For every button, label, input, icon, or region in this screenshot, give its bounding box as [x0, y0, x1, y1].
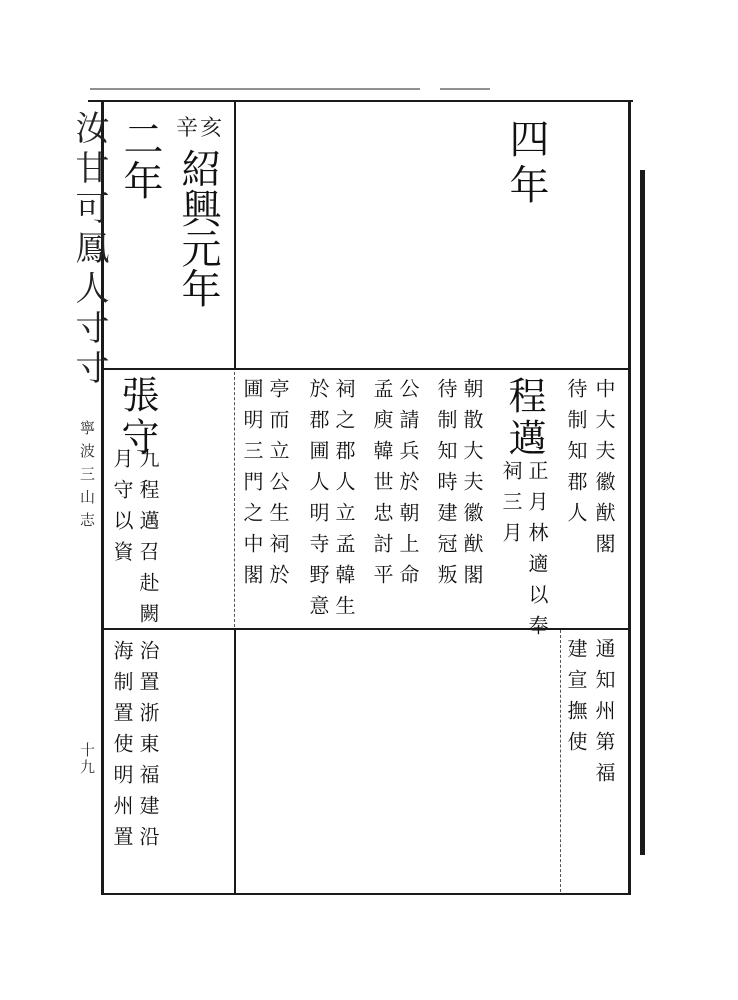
dashed-guide-2 — [560, 630, 561, 892]
zhang-entry-col-2: 月守以資 — [110, 448, 134, 572]
lower-left-col-b: 海制置使明州置 — [110, 640, 134, 857]
entry-col-a: 亭而立公生祠於 — [266, 378, 290, 595]
margin-title-fragment: 汝甘可鳳人寸寸 — [69, 110, 109, 390]
cheng-entry-col-2: 祠三月 — [499, 460, 523, 553]
year-xinhai: 辛亥 — [176, 116, 225, 141]
row-separator-lower — [101, 628, 631, 630]
entry-col-f: 孟庾韓世忠討平 — [370, 378, 394, 595]
entry-col-h: 待制知時建冠叛 — [434, 378, 458, 595]
entry-col-e: 公請兵於朝上命 — [396, 378, 420, 595]
official-name-cheng: 程邁 — [502, 376, 546, 460]
cheng-entry-col-1: 正月林適以奉 — [525, 460, 549, 646]
row-separator-upper — [101, 368, 631, 370]
year-er-nian: 二年 — [117, 118, 163, 202]
top-tick-1 — [90, 88, 420, 90]
right-entry-col-a: 中大夫徽猷閣 — [592, 378, 616, 564]
lower-col-divider — [234, 628, 236, 895]
entry-col-g: 朝散大夫徽猷閣 — [460, 378, 484, 595]
upper-col-divider — [234, 100, 236, 370]
year-si-nian: 四年 — [503, 118, 549, 210]
lower-right-col-b: 建宣撫使 — [564, 638, 588, 762]
dashed-guide-1 — [234, 372, 235, 627]
entry-col-b: 圃明三門之中閣 — [240, 378, 264, 595]
margin-side-title: 寧波三山志 — [78, 420, 96, 535]
top-border — [88, 100, 633, 102]
lower-left-col-a: 治置浙東福建沿 — [136, 640, 160, 857]
lower-right-col-a: 通知州第福 — [592, 638, 616, 793]
era-shaoxing: 紹興元年 — [175, 148, 221, 308]
zhang-entry-col-1: 九程邁召赴闕 — [136, 448, 160, 634]
spine-edge — [640, 170, 645, 855]
top-tick-2 — [440, 88, 490, 90]
entry-col-c: 祠之郡人立孟韓生 — [332, 378, 356, 626]
bottom-border — [101, 893, 631, 895]
outer-right-border — [628, 100, 631, 895]
entry-col-d: 於郡圃人明寺野意 — [306, 378, 330, 626]
right-entry-col-b: 待制知郡人 — [564, 378, 588, 533]
official-name-zhang: 張守 — [115, 375, 159, 459]
margin-page-number: 十九 — [78, 742, 96, 776]
